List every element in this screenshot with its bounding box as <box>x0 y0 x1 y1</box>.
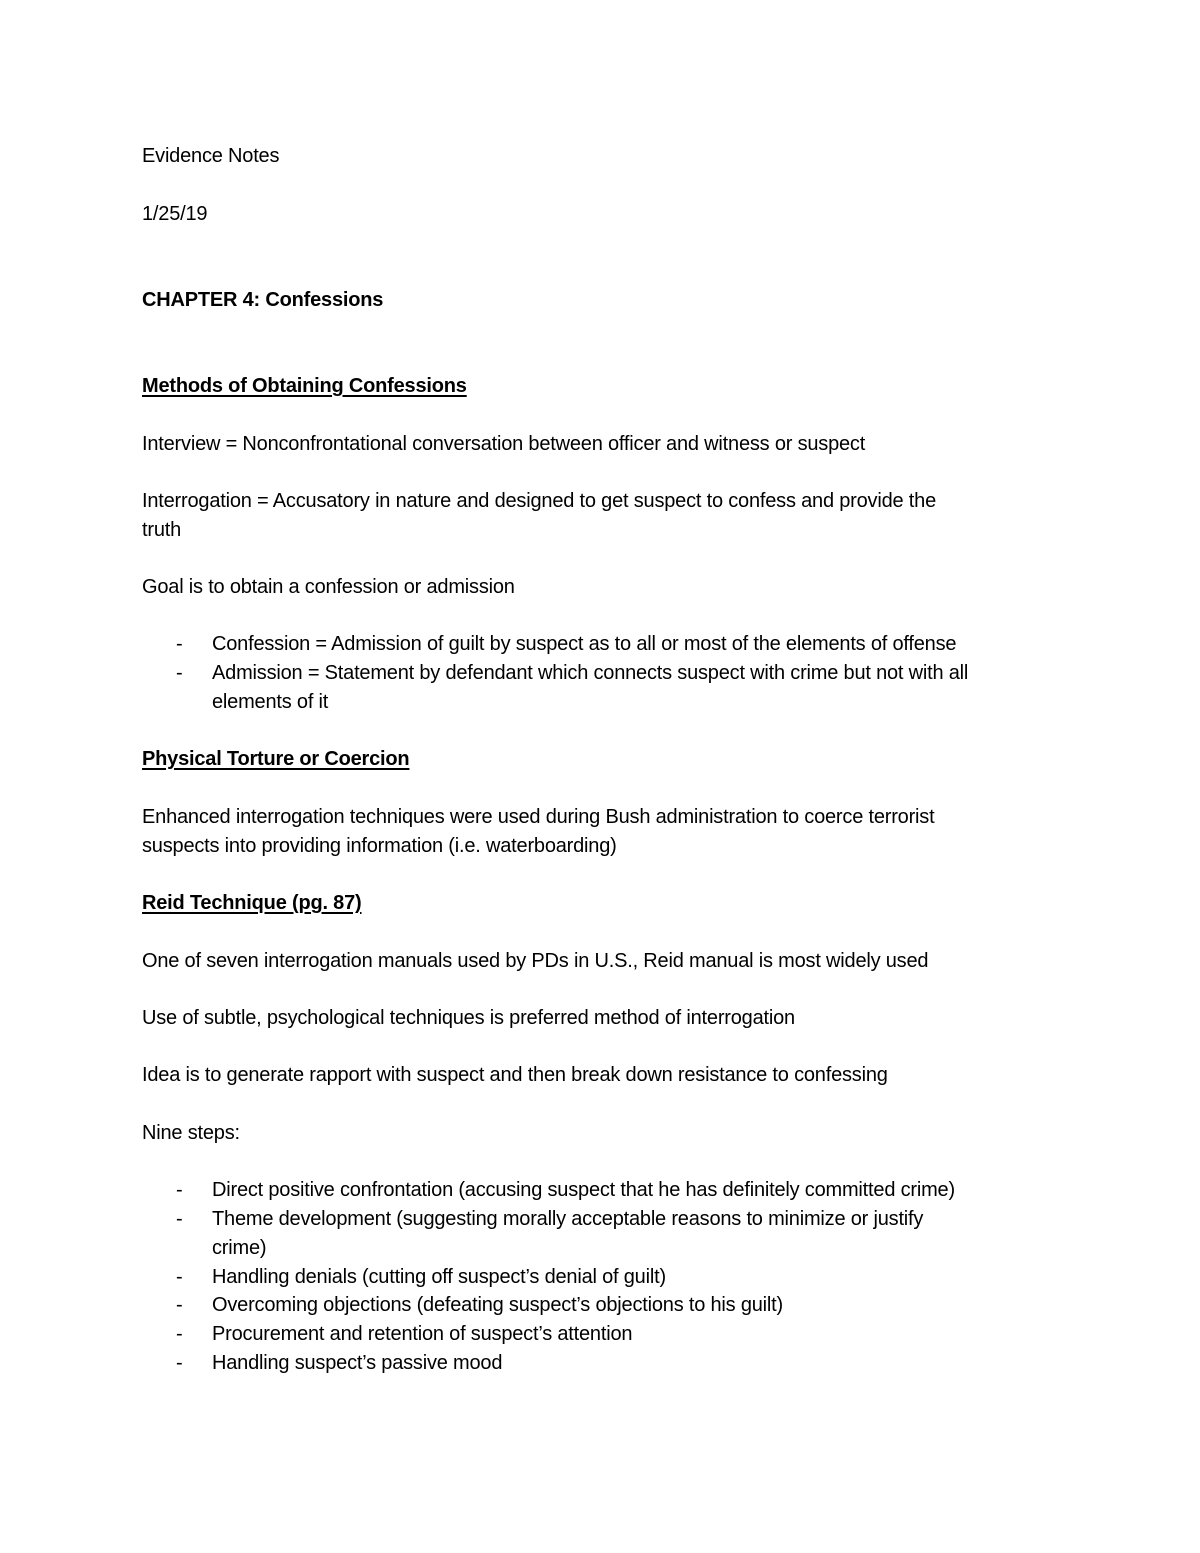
bullet-dash: - <box>176 1208 183 1230</box>
section-heading-reid: Reid Technique (pg. 87) <box>142 892 362 914</box>
interrogation-definition-line1: Interrogation = Accusatory in nature and designed to get suspect to confess and provide the <box>142 490 936 512</box>
torture-paragraph-line2: suspects into providing information (i.e. waterboarding) <box>142 835 617 857</box>
list-item-step-2-line2: crime) <box>212 1237 267 1259</box>
list-item-admission-line1: Admission = Statement by defendant which connects suspect with crime but not with all <box>212 662 969 684</box>
list-item-step-6: Handling suspect’s passive mood <box>212 1352 503 1374</box>
steps-label: Nine steps: <box>142 1122 240 1144</box>
reid-paragraph-1: One of seven interrogation manuals used by PDs in U.S., Reid manual is most widely used <box>142 950 929 972</box>
list-item-step-1: Direct positive confrontation (accusing suspect that he has definitely committed crime) <box>212 1179 955 1201</box>
list-item-step-5: Procurement and retention of suspect’s attention <box>212 1323 633 1345</box>
interrogation-definition-line2: truth <box>142 519 182 541</box>
section-heading-methods: Methods of Obtaining Confessions <box>142 375 467 397</box>
bullet-dash: - <box>176 1352 183 1374</box>
list-item-step-4: Overcoming objections (defeating suspect’s objections to his guilt) <box>212 1294 783 1316</box>
bullet-dash: - <box>176 1323 183 1345</box>
bullet-dash: - <box>176 1266 183 1288</box>
document-date: 1/25/19 <box>142 203 208 225</box>
reid-paragraph-2: Use of subtle, psychological techniques is preferred method of interrogation <box>142 1007 795 1029</box>
torture-paragraph-line1: Enhanced interrogation techniques were used during Bush administration to coerce terrorist <box>142 806 935 828</box>
chapter-heading: CHAPTER 4: Confessions <box>142 289 384 311</box>
bullet-dash: - <box>176 662 183 684</box>
bullet-dash: - <box>176 633 183 655</box>
list-item-step-3: Handling denials (cutting off suspect’s denial of guilt) <box>212 1266 666 1288</box>
bullet-dash: - <box>176 1294 183 1316</box>
document-title: Evidence Notes <box>142 145 280 167</box>
bullet-dash: - <box>176 1179 183 1201</box>
list-item-step-2-line1: Theme development (suggesting morally acceptable reasons to minimize or justify <box>212 1208 924 1230</box>
section-heading-torture: Physical Torture or Coercion <box>142 748 410 770</box>
reid-paragraph-3: Idea is to generate rapport with suspect and then break down resistance to confessing <box>142 1064 888 1086</box>
goal-statement: Goal is to obtain a confession or admission <box>142 576 515 598</box>
interview-definition: Interview = Nonconfrontational conversation between officer and witness or suspect <box>142 433 866 455</box>
list-item-confession: Confession = Admission of guilt by suspect as to all or most of the elements of offense <box>212 633 957 655</box>
list-item-admission-line2: elements of it <box>212 691 329 713</box>
